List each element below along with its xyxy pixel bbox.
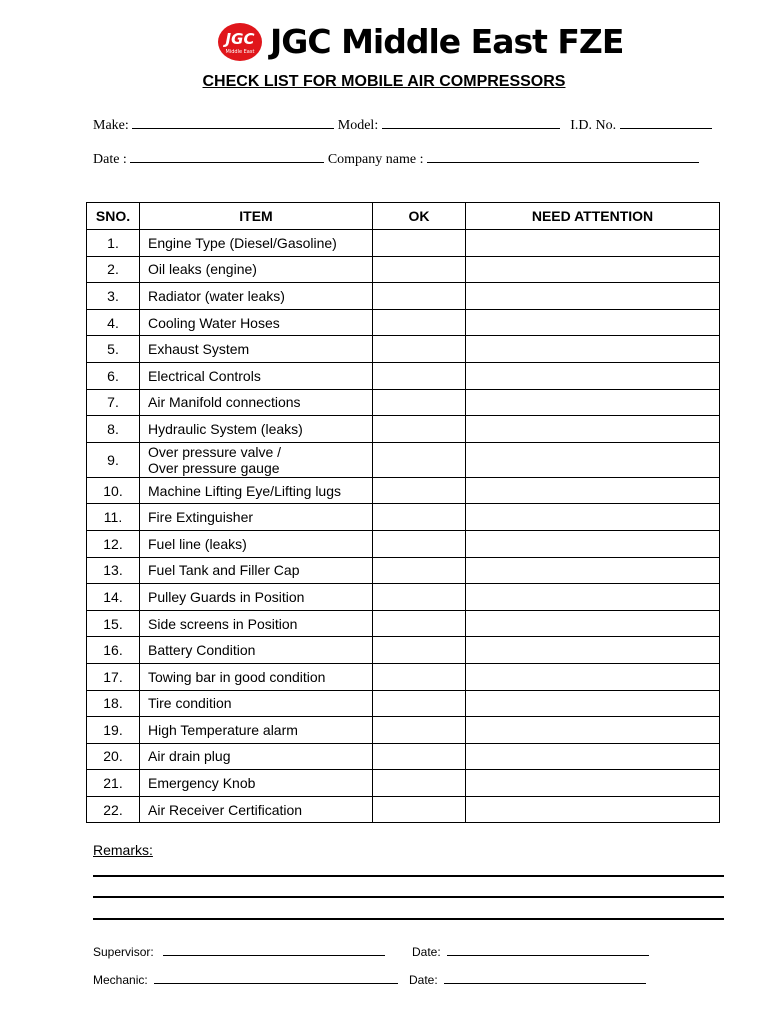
row-sno: 10. — [87, 477, 140, 504]
table-body — [87, 230, 720, 823]
supervisor-blank[interactable] — [163, 946, 385, 956]
supervisor-date-label: Date: — [412, 945, 441, 959]
need-attention-cell[interactable] — [466, 584, 720, 611]
table-row — [87, 477, 720, 504]
row-item: Battery Condition — [140, 637, 373, 664]
need-attention-cell[interactable] — [466, 530, 720, 557]
row-sno: 7. — [87, 389, 140, 416]
row-sno: 9. — [87, 442, 140, 477]
row-item: Exhaust System — [140, 336, 373, 363]
row-item: Towing bar in good condition — [140, 663, 373, 690]
ok-cell[interactable] — [373, 477, 466, 504]
table-row — [87, 256, 720, 283]
header-item: ITEM — [140, 203, 373, 230]
row-item: Fire Extinguisher — [140, 504, 373, 531]
need-attention-cell[interactable] — [466, 442, 720, 477]
ok-cell[interactable] — [373, 690, 466, 717]
row-item — [140, 442, 373, 477]
document-header — [0, 22, 768, 66]
row-sno: 6. — [87, 362, 140, 389]
remarks-label: Remarks: — [93, 842, 153, 858]
row-item: Hydraulic System (leaks) — [140, 416, 373, 443]
row-item-line1: Over pressure valve / — [148, 443, 282, 460]
row-item: Machine Lifting Eye/Lifting lugs — [140, 477, 373, 504]
row-item: Radiator (water leaks) — [140, 283, 373, 310]
need-attention-cell[interactable] — [466, 796, 720, 823]
table-row — [87, 743, 720, 770]
logo-subtext: Middle East — [225, 49, 255, 55]
table-row — [87, 230, 720, 257]
row-sno: 19. — [87, 717, 140, 744]
ok-cell[interactable] — [373, 416, 466, 443]
table-row — [87, 717, 720, 744]
ok-cell[interactable] — [373, 557, 466, 584]
ok-cell[interactable] — [373, 796, 466, 823]
remarks-line[interactable] — [93, 896, 724, 898]
supervisor-signature-row — [93, 945, 385, 959]
need-attention-cell[interactable] — [466, 336, 720, 363]
model-label: Model: — [337, 118, 379, 133]
field-row-date-company — [93, 151, 699, 168]
need-attention-cell[interactable] — [466, 504, 720, 531]
ok-cell[interactable] — [373, 584, 466, 611]
id-blank[interactable] — [620, 117, 712, 129]
table-row — [87, 530, 720, 557]
table-row — [87, 309, 720, 336]
row-sno: 12. — [87, 530, 140, 557]
header-sno: SNO. — [87, 203, 140, 230]
row-sno: 15. — [87, 610, 140, 637]
row-item: Emergency Knob — [140, 770, 373, 797]
row-item: Pulley Guards in Position — [140, 584, 373, 611]
ok-cell[interactable] — [373, 389, 466, 416]
ok-cell[interactable] — [373, 743, 466, 770]
row-item-line2: Over pressure gauge — [148, 459, 280, 476]
need-attention-cell[interactable] — [466, 663, 720, 690]
ok-cell[interactable] — [373, 637, 466, 664]
row-sno: 1. — [87, 230, 140, 257]
id-label: I.D. No. — [570, 118, 617, 133]
date-label: Date : — [93, 152, 127, 167]
row-sno: 18. — [87, 690, 140, 717]
row-sno: 16. — [87, 637, 140, 664]
header-need-attention: NEED ATTENTION — [466, 203, 720, 230]
need-attention-cell[interactable] — [466, 230, 720, 257]
ok-cell[interactable] — [373, 530, 466, 557]
row-sno: 13. — [87, 557, 140, 584]
mechanic-date-label: Date: — [409, 973, 438, 987]
need-attention-cell[interactable] — [466, 283, 720, 310]
need-attention-cell[interactable] — [466, 770, 720, 797]
supervisor-date-blank[interactable] — [447, 946, 649, 956]
mechanic-signature-row — [93, 973, 398, 987]
company-label: Company name : — [327, 152, 424, 167]
table-row — [87, 796, 720, 823]
checklist-table — [86, 202, 720, 823]
jgc-logo — [217, 22, 263, 62]
logo-text: JGC — [225, 30, 255, 48]
table-row — [87, 770, 720, 797]
need-attention-cell[interactable] — [466, 610, 720, 637]
row-item: Air Manifold connections — [140, 389, 373, 416]
table-row — [87, 362, 720, 389]
row-item: Electrical Controls — [140, 362, 373, 389]
table-row — [87, 504, 720, 531]
row-item: Fuel Tank and Filler Cap — [140, 557, 373, 584]
row-item: Air Receiver Certification — [140, 796, 373, 823]
ok-cell[interactable] — [373, 230, 466, 257]
row-sno: 4. — [87, 309, 140, 336]
row-item: Tire condition — [140, 690, 373, 717]
row-item: Air drain plug — [140, 743, 373, 770]
row-sno: 21. — [87, 770, 140, 797]
remarks-line[interactable] — [93, 918, 724, 920]
table-row — [87, 336, 720, 363]
mechanic-date-row — [409, 973, 646, 987]
row-sno: 3. — [87, 283, 140, 310]
mechanic-label: Mechanic: — [93, 973, 148, 987]
ok-cell[interactable] — [373, 283, 466, 310]
mechanic-blank[interactable] — [154, 974, 398, 984]
ok-cell[interactable] — [373, 610, 466, 637]
need-attention-cell[interactable] — [466, 256, 720, 283]
row-sno: 17. — [87, 663, 140, 690]
supervisor-date-row — [412, 945, 649, 959]
need-attention-cell[interactable] — [466, 477, 720, 504]
row-item: Side screens in Position — [140, 610, 373, 637]
table-row — [87, 416, 720, 443]
table-row — [87, 610, 720, 637]
date-blank[interactable] — [130, 151, 324, 163]
remarks-line[interactable] — [93, 875, 724, 877]
need-attention-cell[interactable] — [466, 717, 720, 744]
need-attention-cell[interactable] — [466, 389, 720, 416]
table-row — [87, 663, 720, 690]
need-attention-cell[interactable] — [466, 637, 720, 664]
row-item: High Temperature alarm — [140, 717, 373, 744]
ok-cell[interactable] — [373, 336, 466, 363]
row-item: Engine Type (Diesel/Gasoline) — [140, 230, 373, 257]
table-row — [87, 557, 720, 584]
row-sno: 20. — [87, 743, 140, 770]
make-label: Make: — [93, 118, 129, 133]
row-sno: 2. — [87, 256, 140, 283]
table-row — [87, 389, 720, 416]
row-sno: 14. — [87, 584, 140, 611]
need-attention-cell[interactable] — [466, 309, 720, 336]
need-attention-cell[interactable] — [466, 557, 720, 584]
row-item: Cooling Water Hoses — [140, 309, 373, 336]
need-attention-cell[interactable] — [466, 416, 720, 443]
table-row — [87, 283, 720, 310]
need-attention-cell[interactable] — [466, 690, 720, 717]
ok-cell[interactable] — [373, 362, 466, 389]
make-blank[interactable] — [132, 117, 334, 129]
mechanic-date-blank[interactable] — [444, 974, 646, 984]
company-name: JGC Middle East FZE — [270, 22, 624, 61]
supervisor-label: Supervisor: — [93, 945, 154, 959]
table-row — [87, 637, 720, 664]
row-item: Oil leaks (engine) — [140, 256, 373, 283]
table-row — [87, 442, 720, 477]
ok-cell[interactable] — [373, 504, 466, 531]
ok-cell[interactable] — [373, 717, 466, 744]
need-attention-cell[interactable] — [466, 743, 720, 770]
row-sno: 11. — [87, 504, 140, 531]
ok-cell[interactable] — [373, 256, 466, 283]
row-item: Fuel line (leaks) — [140, 530, 373, 557]
row-sno: 5. — [87, 336, 140, 363]
row-sno: 22. — [87, 796, 140, 823]
table-row — [87, 584, 720, 611]
ok-cell[interactable] — [373, 770, 466, 797]
header-ok: OK — [373, 203, 466, 230]
row-sno: 8. — [87, 416, 140, 443]
ok-cell[interactable] — [373, 442, 466, 477]
table-row — [87, 690, 720, 717]
company-blank[interactable] — [427, 151, 699, 163]
ok-cell[interactable] — [373, 663, 466, 690]
model-blank[interactable] — [382, 117, 560, 129]
document-title: CHECK LIST FOR MOBILE AIR COMPRESSORS — [202, 73, 566, 90]
ok-cell[interactable] — [373, 309, 466, 336]
need-attention-cell[interactable] — [466, 362, 720, 389]
table-header-row — [87, 203, 720, 230]
field-row-make-model — [93, 117, 712, 134]
